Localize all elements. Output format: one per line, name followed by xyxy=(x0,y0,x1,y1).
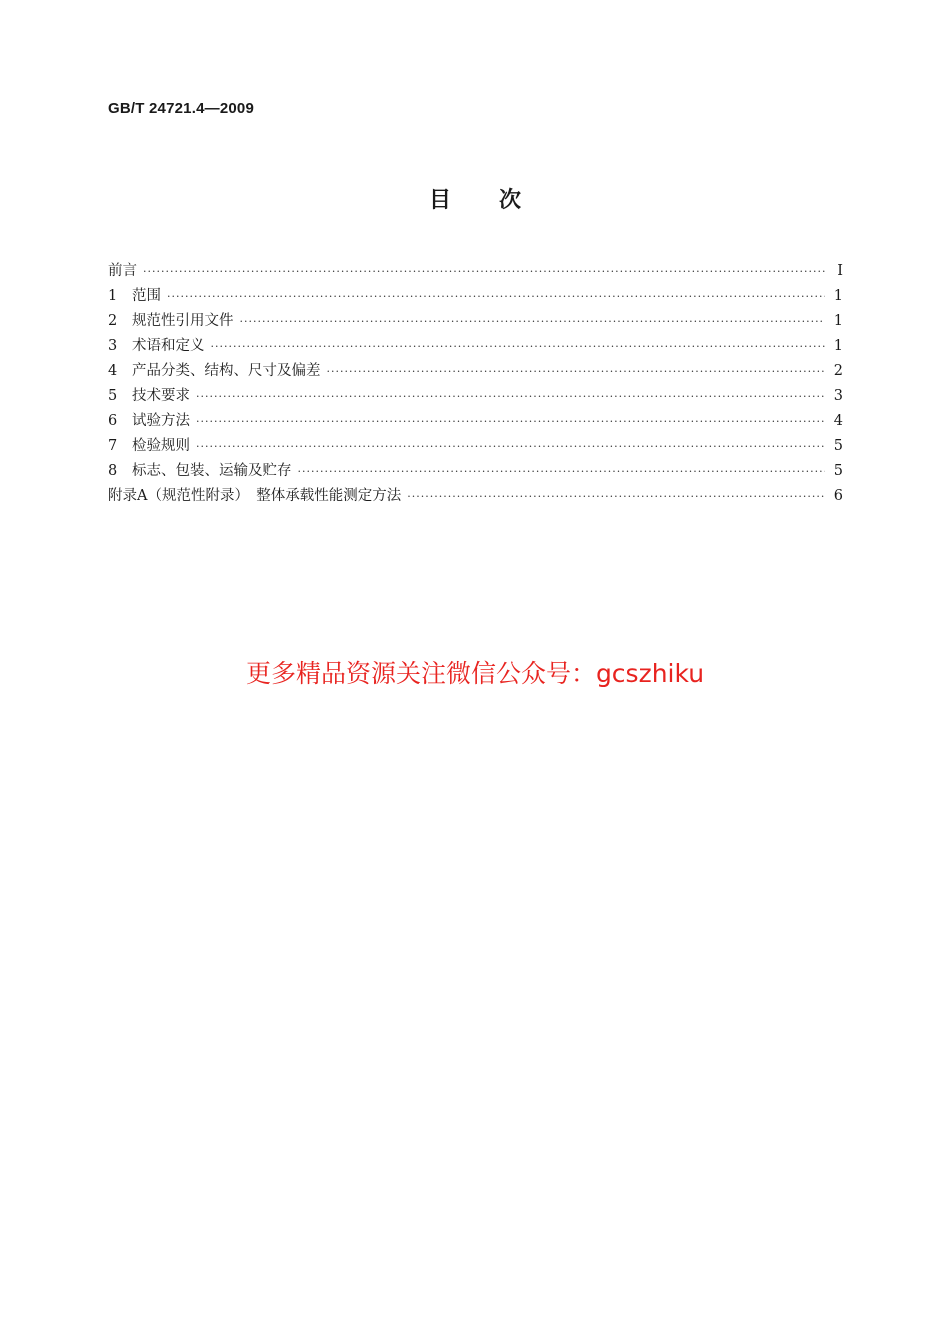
toc-dot-leader xyxy=(196,434,825,459)
toc-dot-leader xyxy=(327,359,826,384)
toc-entry-number: 7 xyxy=(108,438,118,454)
toc-dot-leader xyxy=(298,459,826,484)
toc-entry-label: 试验方法 xyxy=(132,413,190,429)
toc-entry-label: 术语和定义 xyxy=(132,338,205,354)
toc-entry-page: 6 xyxy=(833,488,843,504)
toc-entry-page: 1 xyxy=(833,288,843,304)
toc-entry[interactable] xyxy=(108,359,843,384)
toc-entry-page: 3 xyxy=(833,388,843,404)
toc-entry-number: 4 xyxy=(108,363,118,379)
watermark-text: 更多精品资源关注微信公众号：gcszhiku xyxy=(245,659,705,688)
toc-dot-leader xyxy=(143,259,825,284)
toc-dot-leader xyxy=(240,309,826,334)
toc-dot-leader xyxy=(196,409,825,434)
toc-entry-number: 2 xyxy=(108,313,118,329)
toc-entry-page: 4 xyxy=(833,413,843,429)
toc-entry[interactable] xyxy=(108,459,843,484)
toc-entry[interactable] xyxy=(108,259,843,284)
toc-entry-number: 8 xyxy=(108,463,118,479)
toc-entry-label: 范围 xyxy=(132,288,161,304)
toc-entry[interactable] xyxy=(108,484,843,509)
toc-entry[interactable] xyxy=(108,334,843,359)
toc-entry-number: 3 xyxy=(108,338,118,354)
toc-entry[interactable] xyxy=(108,284,843,309)
toc-entry-page: Ⅰ xyxy=(837,263,843,279)
toc-entry-page: 1 xyxy=(833,338,843,354)
toc-entry-number: 6 xyxy=(108,413,118,429)
toc-title-char-1: 目 xyxy=(428,188,451,213)
toc-title-char-2: 次 xyxy=(499,188,522,213)
toc-entry-page: 1 xyxy=(833,313,843,329)
toc-dot-leader xyxy=(407,484,825,509)
toc-title xyxy=(0,183,950,214)
toc-entry-label: 规范性引用文件 xyxy=(132,313,234,329)
toc-dot-leader xyxy=(167,284,825,309)
toc-entry-number: 1 xyxy=(108,288,118,304)
toc-entry-label: 检验规则 xyxy=(132,438,190,454)
toc-entry[interactable] xyxy=(108,309,843,334)
toc-dot-leader xyxy=(196,384,825,409)
toc-entry-page: 5 xyxy=(833,438,843,454)
toc-entry-label: 附录A（规范性附录） 整体承载性能测定方法 xyxy=(108,488,402,504)
standard-number: GB/T 24721.4—2009 xyxy=(108,100,254,117)
table-of-contents xyxy=(108,259,843,509)
toc-entry[interactable] xyxy=(108,409,843,434)
toc-entry-page: 5 xyxy=(833,463,843,479)
toc-entry[interactable] xyxy=(108,384,843,409)
toc-entry-label: 产品分类、结构、尺寸及偏差 xyxy=(132,363,321,379)
toc-entry-number: 5 xyxy=(108,388,118,404)
toc-entry-page: 2 xyxy=(833,363,843,379)
toc-entry-label: 标志、包装、运输及贮存 xyxy=(132,463,292,479)
toc-dot-leader xyxy=(211,334,826,359)
toc-entry-label: 技术要求 xyxy=(132,388,190,404)
toc-entry-label: 前言 xyxy=(108,263,137,279)
toc-entry[interactable] xyxy=(108,434,843,459)
